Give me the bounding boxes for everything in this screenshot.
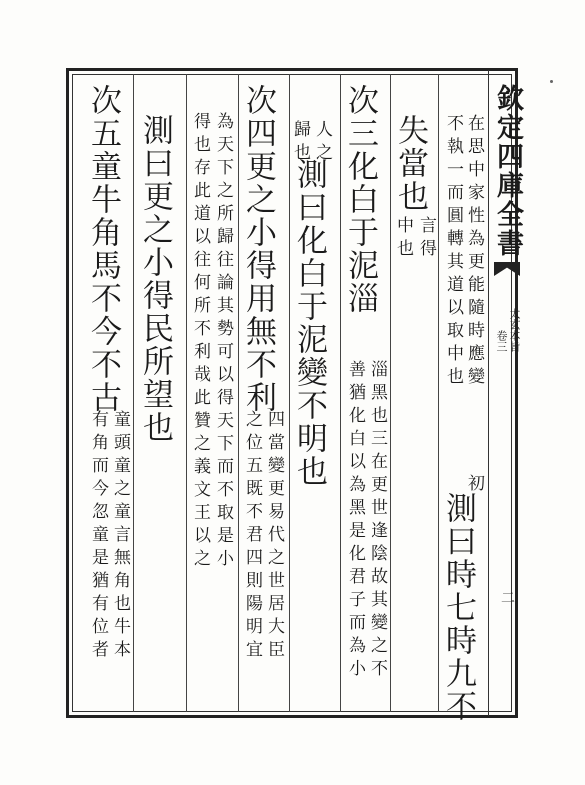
text-column: 次三化白于泥淄 bbox=[342, 84, 378, 315]
text-column: 次四更之小得用無不利 bbox=[240, 84, 276, 414]
text-column: 測曰化白于泥變不明也 bbox=[291, 158, 327, 488]
text-column: 測曰更之小得民所望也 bbox=[137, 114, 173, 444]
text-column: 善猶化白以為黑是化君子而為小 bbox=[345, 360, 365, 682]
text-column: 四當變更易代之世居大臣 bbox=[264, 410, 284, 663]
text-column: 中也 bbox=[393, 216, 413, 262]
spine-title: 欽定四庫全書 bbox=[492, 84, 523, 258]
text-column: 為天下之所歸往論其勢可以得天下而不取是小 bbox=[213, 112, 233, 572]
text-column: 在思中家性為更能隨時應變 bbox=[464, 114, 484, 390]
text-column: 失當也 bbox=[392, 114, 428, 213]
text-column: 有角而今忽童是猶有位者 bbox=[88, 410, 108, 663]
column-rule bbox=[390, 74, 391, 712]
text-column: 之位五既不君四則陽明宜 bbox=[242, 410, 262, 663]
spine-book-title: 太玄本旨 bbox=[508, 308, 521, 352]
text-column: 得也存此道以往何所不利哉此贊之義文王以之 bbox=[190, 112, 210, 572]
ink-speck bbox=[550, 80, 553, 83]
text-column: 初 bbox=[464, 474, 484, 497]
column-rule bbox=[186, 74, 187, 712]
text-column: 測曰時七時九不 bbox=[440, 492, 476, 723]
column-rule bbox=[289, 74, 290, 712]
spine-volume: 卷三 bbox=[495, 330, 508, 352]
text-column: 童頭童之童言無角也牛本 bbox=[110, 410, 130, 663]
text-column: 淄黑也三在更世逢陰故其變之不 bbox=[367, 360, 387, 682]
column-rule bbox=[340, 74, 341, 712]
text-column: 次五童牛角馬不今不古 bbox=[85, 84, 121, 414]
text-column: 不執一而圓轉其道以取中也 bbox=[443, 114, 463, 390]
column-rule bbox=[238, 74, 239, 712]
text-column: 言得 bbox=[416, 216, 436, 262]
column-rule bbox=[438, 74, 439, 712]
column-rule bbox=[133, 74, 134, 712]
text-column: 歸也 bbox=[290, 120, 310, 166]
text-column: 人之 bbox=[312, 120, 332, 166]
spine-page-number: 二 bbox=[499, 590, 515, 604]
